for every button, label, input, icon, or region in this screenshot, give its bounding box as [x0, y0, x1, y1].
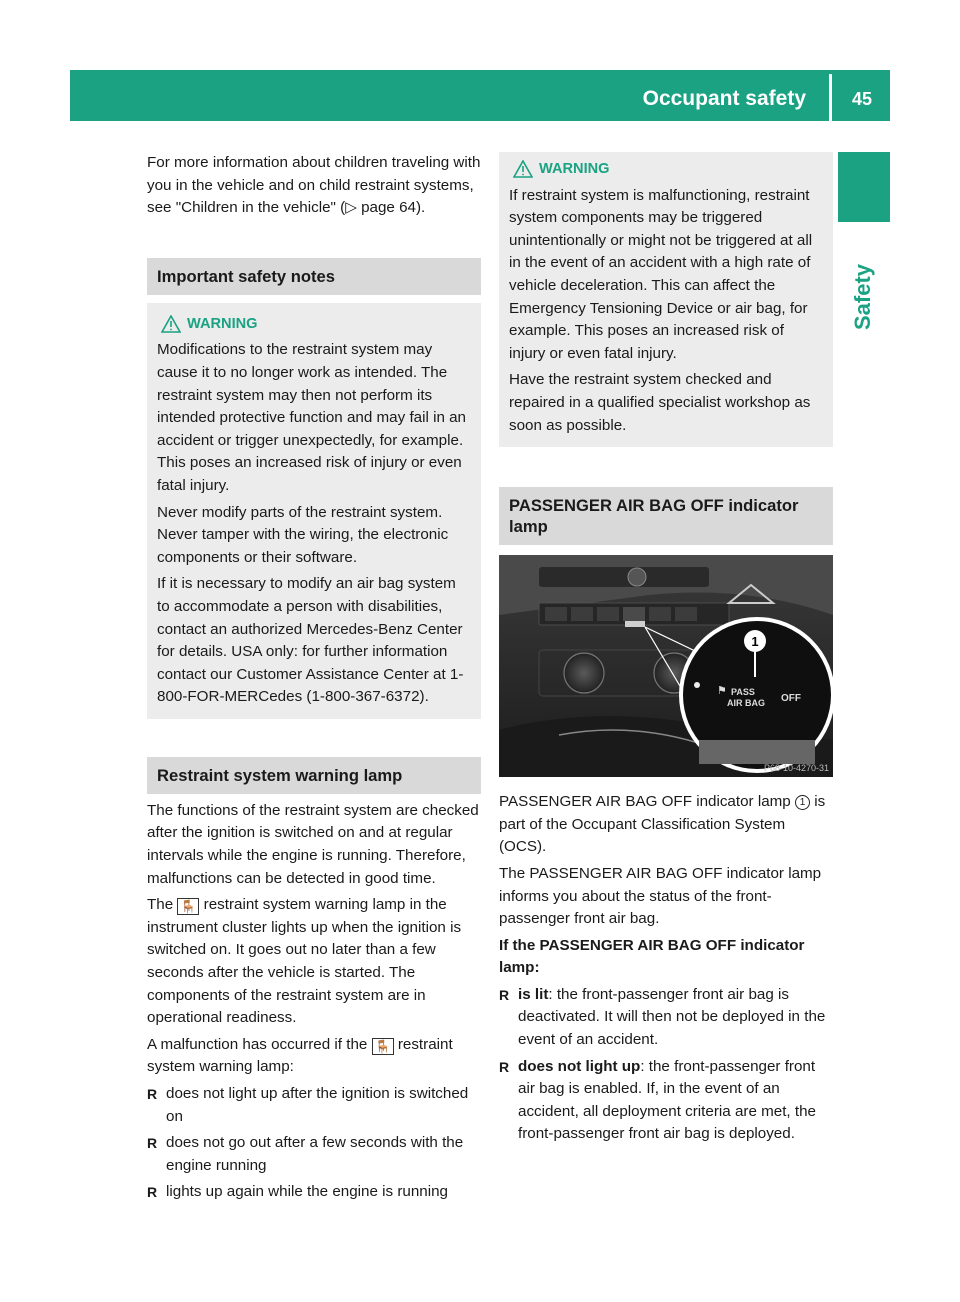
warning-paragraph: Never modify parts of the restraint system. Never tamper with the wiring, the electronic components or their software. [157, 503, 449, 566]
section-heading-airbag-lamp: PASSENGER AIR BAG OFF indicator lamp [499, 487, 833, 545]
list-item: R does not light up: the front-passenger front air bag is enabled. If, in the event of an accident, all deployment criteria are met, the front-passenger front air bag is deployed. [499, 1057, 816, 1143]
body-paragraph: The functions of the restraint system are checked after the ignition is switched on and at regular intervals while the engine is running. Therefore, malfunctions can be detected in good time. [147, 801, 479, 887]
body-paragraph: PASSENGER AIR BAG OFF indicator lamp 1 is part of the Occupant Classification System (OCS). [499, 793, 826, 856]
section-heading-safety-notes: Important safety notes [147, 258, 481, 295]
warning-paragraph: If restraint system is malfunctioning, restraint system components may be triggered unintentionally or might not be triggered at all in the event of an accident with a high rate of vehicle deceleration. This can affect the Emergency Tensioning Device or air bag, for example. This poses an increased risk of injury or even fatal injury. [509, 186, 813, 362]
chapter-tab [838, 152, 890, 222]
subheading: If the PASSENGER AIR BAG OFF indicator lamp: [499, 936, 805, 977]
svg-text:PASS: PASS [731, 687, 755, 698]
seated-person-airbag-icon: 🪑 [177, 898, 199, 915]
bullet-R-icon: R [147, 1086, 158, 1102]
body-paragraph: The PASSENGER AIR BAG OFF indicator lamp informs you about the status of the front-passenger front air bag. [499, 864, 822, 928]
warning-triangle-icon [161, 315, 181, 333]
warning-paragraph: If it is necessary to modify an air bag system to accommodate a person with disabilities, contact an authorized Mercedes-Benz Center for details. USA only: for further information contact our Customer Assistance Center at 1-800-FOR-MERCedes (1-800-367-6372). [157, 575, 464, 706]
bullet-R-icon: R [499, 1058, 510, 1075]
section-heading-warning-lamp: Restraint system warning lamp [147, 757, 481, 794]
list-item: R does not go out after a few seconds with the engine running [147, 1134, 464, 1174]
right-column [499, 152, 833, 1150]
header-separator [829, 74, 832, 121]
svg-text:P68-10-4270-31: P68-10-4270-31 [763, 763, 829, 774]
left-column [147, 152, 481, 1208]
page-title: Occupant safety [642, 87, 806, 110]
list-item: R is lit: the front-passenger front air bag is deactivated. It will then not be deployed in the event of an accident. [499, 985, 826, 1049]
bullet-R-icon: R [147, 1135, 158, 1152]
body-paragraph: A malfunction has occurred if the 🪑 restraint system warning lamp: [147, 1035, 453, 1076]
bullet-R-icon: R [499, 986, 510, 1003]
intro-paragraph: For more information about children traveling with you in the vehicle and on child restraint systems, see "Children in the vehicle" (▷ page 64). [147, 154, 481, 217]
bullet-R-icon: R [147, 1184, 158, 1201]
page-number: 45 [851, 89, 872, 109]
warning-box-modifications [147, 303, 481, 719]
warning-box-malfunction [499, 152, 833, 447]
warning-triangle-icon [513, 160, 533, 178]
warning-paragraph: Have the restraint system checked and repaired in a qualified specialist workshop as soon as possible. [509, 371, 811, 434]
header-bar [70, 70, 890, 121]
warning-paragraph: Modifications to the restraint system may cause it to no longer work as intended. The restraint system may then not perform its intended protective function and may fail in an accident or trigger unexpectedly, for example. This poses an increased risk of injury or even fatal injury. [157, 341, 467, 494]
chapter-label: Safety [850, 263, 875, 330]
chapter-label-container [846, 232, 886, 342]
callout-number: 1 [795, 795, 810, 810]
svg-text:⚑: ⚑ [717, 685, 727, 698]
svg-text:1: 1 [751, 634, 759, 650]
body-paragraph: The 🪑 restraint system warning lamp in the instrument cluster lights up when the ignition is switched on. It goes out no later than a few seconds after the vehicle is started. The components of the restraint system are in operational readiness. [147, 896, 462, 1027]
svg-text:OFF: OFF [781, 693, 801, 705]
seated-person-airbag-icon: 🪑 [372, 1038, 394, 1055]
warning-label: WARNING [187, 315, 258, 332]
list-item: R lights up again while the engine is running [147, 1181, 481, 1204]
warning-label: WARNING [539, 161, 610, 177]
dashboard-photo [499, 555, 833, 777]
svg-text:AIR BAG: AIR BAG [727, 698, 765, 709]
list-item: R does not light up after the ignition is switched on [147, 1085, 469, 1125]
